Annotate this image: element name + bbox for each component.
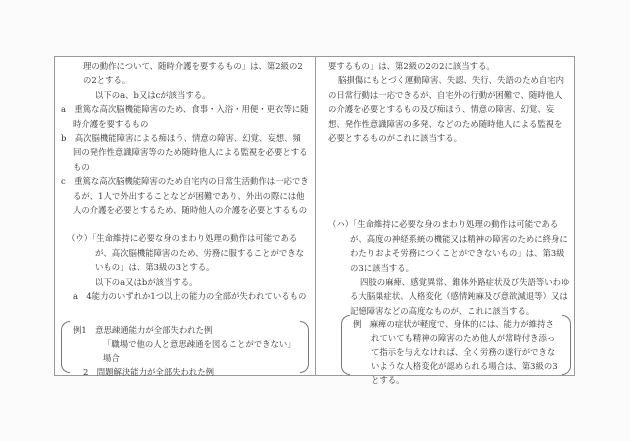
- section-u-item-a: a 4能力のいずれか1つ以上の能力の全部が失われているもの: [73, 291, 307, 302]
- left-continuation: 理の動作について、随時介護を要するもの」は、第2級の2の2とする。: [83, 61, 303, 86]
- right-example-box: [341, 315, 571, 385]
- example-line-1: 例1 意思疎通能力が全部失われた例: [73, 325, 213, 335]
- comparison-table: [54, 56, 575, 385]
- right-body: 脳損傷にもとづく運動障害、失認、失行、失語のため自宅内の日常行動は一応できるが、自宅外の行動が困難で、随時他人の介護を必要とするもの及び痴ほう、情意の障害、幻覚、妄想、発作性意識障害の多発、などのため随時他人による監視を必要とするものがこれに該当する。: [328, 75, 564, 144]
- section-u-heading: （ウ）「生命維持に必要な身のまわり処理の動作は可能であるが、高次脳機能障害のため、労務に服することができないもの」は、第3級の3とする。: [67, 233, 305, 273]
- bracket-left: [61, 321, 70, 373]
- section-u-intro: 以下のa又はbが該当する。: [95, 276, 198, 287]
- right-example-text: 例 麻痺の症状が軽度で、身体的には、能力が維持されていても精神の障害のため他人が常時付き添って指示を与えなければ、全く労務の遂行ができないような人格変化が認められる場合は、第3級の3とする。: [353, 319, 558, 385]
- section-ha-body: 四肢の麻痺、感覚異常、錐体外路症状及び失語等いわゆる大脳巣症状、人格変化（感情鈍麻及び意欲減退等）又は記憶障害などの高度なものが、これに該当する。: [350, 277, 570, 316]
- left-item-b: b 高次脳機能障害による痴ほう、情意の障害、幻覚、妄想、頻回の発作性意識障害等のため随時他人による監視を必要とするもの: [61, 133, 308, 172]
- bracket-right: [300, 321, 309, 373]
- bracket-right: [562, 315, 571, 375]
- example-line-2: 「職場で他の人と意思疎通を図ることができない」場合: [103, 339, 296, 363]
- left-example-box: [61, 321, 309, 377]
- example-line-3: 2 問題解決能力が全部失われた例: [83, 367, 214, 377]
- left-item-c: c 重篤な高次脳機能障害のため自宅内の日常生活動作は一応できるが、1人で外出することなどが困難であり、外出の際には他人の介護を必要とするため、随時他人の介護を必要とするもの: [61, 176, 309, 216]
- left-item-a: a 重篤な高次脳機能障害のため、食事・入浴・用便・更衣等に随時介護を要するもの: [61, 104, 309, 129]
- bracket-left: [341, 315, 350, 375]
- right-continuation: 要するもの」は、第2級の2の2に該当する。: [328, 61, 495, 71]
- left-intro: 以下のa、b又はcが該当する。: [95, 89, 211, 100]
- section-ha-heading: （ハ）「生命維持に必要な身のまわり処理の動作は可能であるが、高度の神経系統の機能又は精神の障害のために終身にわたりおよそ労務につくことができないもの」は、第3級の3に該当する。: [328, 219, 568, 273]
